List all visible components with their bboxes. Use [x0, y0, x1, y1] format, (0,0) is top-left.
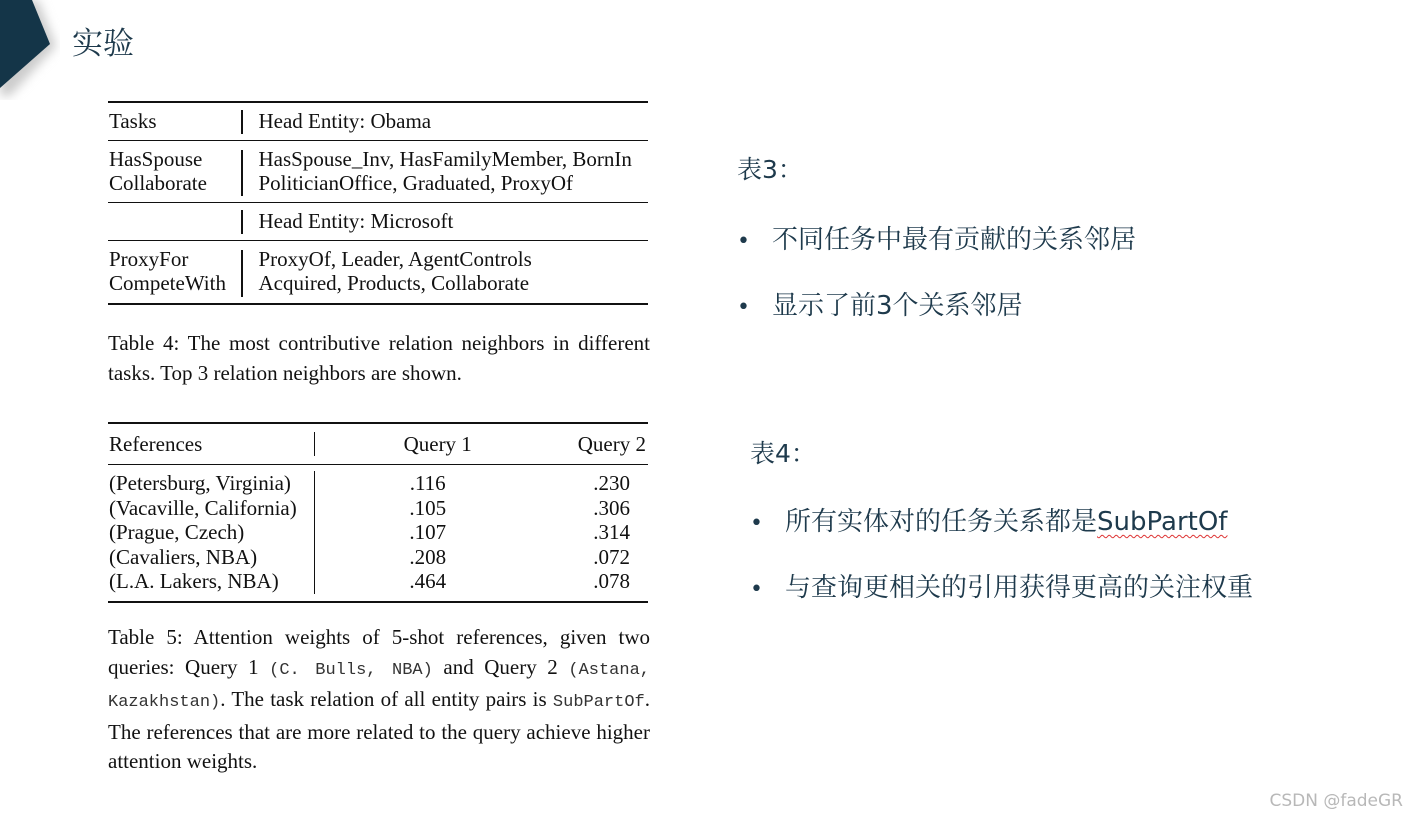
query-1-cell: .208 [409, 544, 447, 569]
head-entity-obama: Head Entity: Obama [258, 109, 432, 133]
reference-cell: (Petersburg, Virginia) [109, 471, 291, 495]
relation-code: SubPartOf [552, 693, 645, 712]
query-2-header: Query 2 [577, 431, 646, 456]
query-2-cell: .314 [593, 520, 630, 544]
caption-text: . The references that are more related to the query achieve higher attention weights. [108, 687, 650, 773]
table-4-header-row-2 [108, 203, 648, 241]
task-name: ProxyFor [109, 247, 189, 271]
table-3-note-heading: 表3： [737, 155, 803, 184]
bullet-icon: • [737, 295, 750, 320]
table-4-header-row [108, 103, 648, 141]
slide-title: 实验 [72, 26, 134, 62]
table-3-bullet-1 [737, 219, 1136, 256]
head-entity-microsoft: Head Entity: Microsoft [258, 209, 454, 233]
bullet-text: 所有实体对的任务关系都是 [785, 507, 1098, 537]
reference-cell: (L.A. Lakers, NBA) [109, 569, 279, 593]
task-name: Collaborate [109, 171, 207, 195]
table-4-caption: Table 4: The most contributive relation neighbors in different tasks. Top 3 relation neighbors are shown. [108, 331, 650, 385]
query-1-cell: .105 [409, 495, 447, 520]
table-4-bullet-1 [750, 501, 1227, 538]
tasks-header: Tasks [109, 109, 157, 133]
table-5 [108, 422, 648, 603]
table-5-header-row [108, 424, 648, 465]
table-3-bullet-2 [737, 285, 1023, 322]
watermark: CSDN @fadeGR [1269, 791, 1403, 811]
query-1-header: Query 1 [403, 431, 472, 456]
relation-list: PoliticianOffice, Graduated, ProxyOf [258, 171, 574, 195]
query-2-cell: .306 [593, 495, 630, 520]
table-4-bullet-2 [750, 567, 1253, 604]
table-4-group-2 [108, 241, 648, 303]
references-header: References [109, 431, 203, 456]
query-1-cell: .464 [409, 569, 447, 593]
spellcheck-term: SubPartOf [1097, 507, 1228, 537]
bullet-text: 不同任务中最有贡献的关系邻居 [772, 225, 1137, 255]
reference-cell: (Cavaliers, NBA) [109, 544, 258, 569]
relation-list: ProxyOf, Leader, AgentControls [258, 247, 532, 271]
query-2-cell: .078 [593, 569, 630, 593]
task-name: HasSpouse [109, 147, 203, 171]
table-5-body [108, 465, 648, 601]
bullet-icon: • [737, 229, 750, 254]
query-1-code: (C. Bulls, NBA) [269, 660, 433, 680]
query-2-cell: .230 [593, 471, 630, 495]
reference-cell: (Vacaville, California) [109, 495, 297, 520]
caption-text: Table 5: Attention weights of 5-shot references, given two queries: Query 1 [108, 625, 650, 679]
table-4 [108, 101, 648, 305]
bullet-icon: • [750, 577, 763, 602]
relation-list: Acquired, Products, Collaborate [258, 271, 530, 295]
query-1-cell: .116 [409, 471, 446, 495]
bullet-text: 与查询更相关的引用获得更高的关注权重 [785, 573, 1254, 603]
query-2-cell: .072 [593, 544, 630, 569]
table-5-caption [108, 623, 650, 777]
query-2-code: (Astana, Kazakhstan) [108, 660, 650, 712]
table-4-group-1 [108, 141, 648, 203]
caption-text: . The task relation of all entity pairs is [220, 687, 553, 711]
table-4-note-heading: 表4： [750, 439, 816, 468]
query-1-cell: .107 [409, 520, 447, 544]
task-name: CompeteWith [109, 271, 226, 295]
bullet-icon: • [750, 511, 763, 536]
reference-cell: (Prague, Czech) [109, 520, 245, 544]
caption-text: and Query 2 [432, 654, 569, 679]
bullet-text: 显示了前3个关系邻居 [772, 291, 1023, 321]
corner-decoration [0, 0, 60, 100]
relation-list: HasSpouse_Inv, HasFamilyMember, BornIn [258, 147, 632, 171]
